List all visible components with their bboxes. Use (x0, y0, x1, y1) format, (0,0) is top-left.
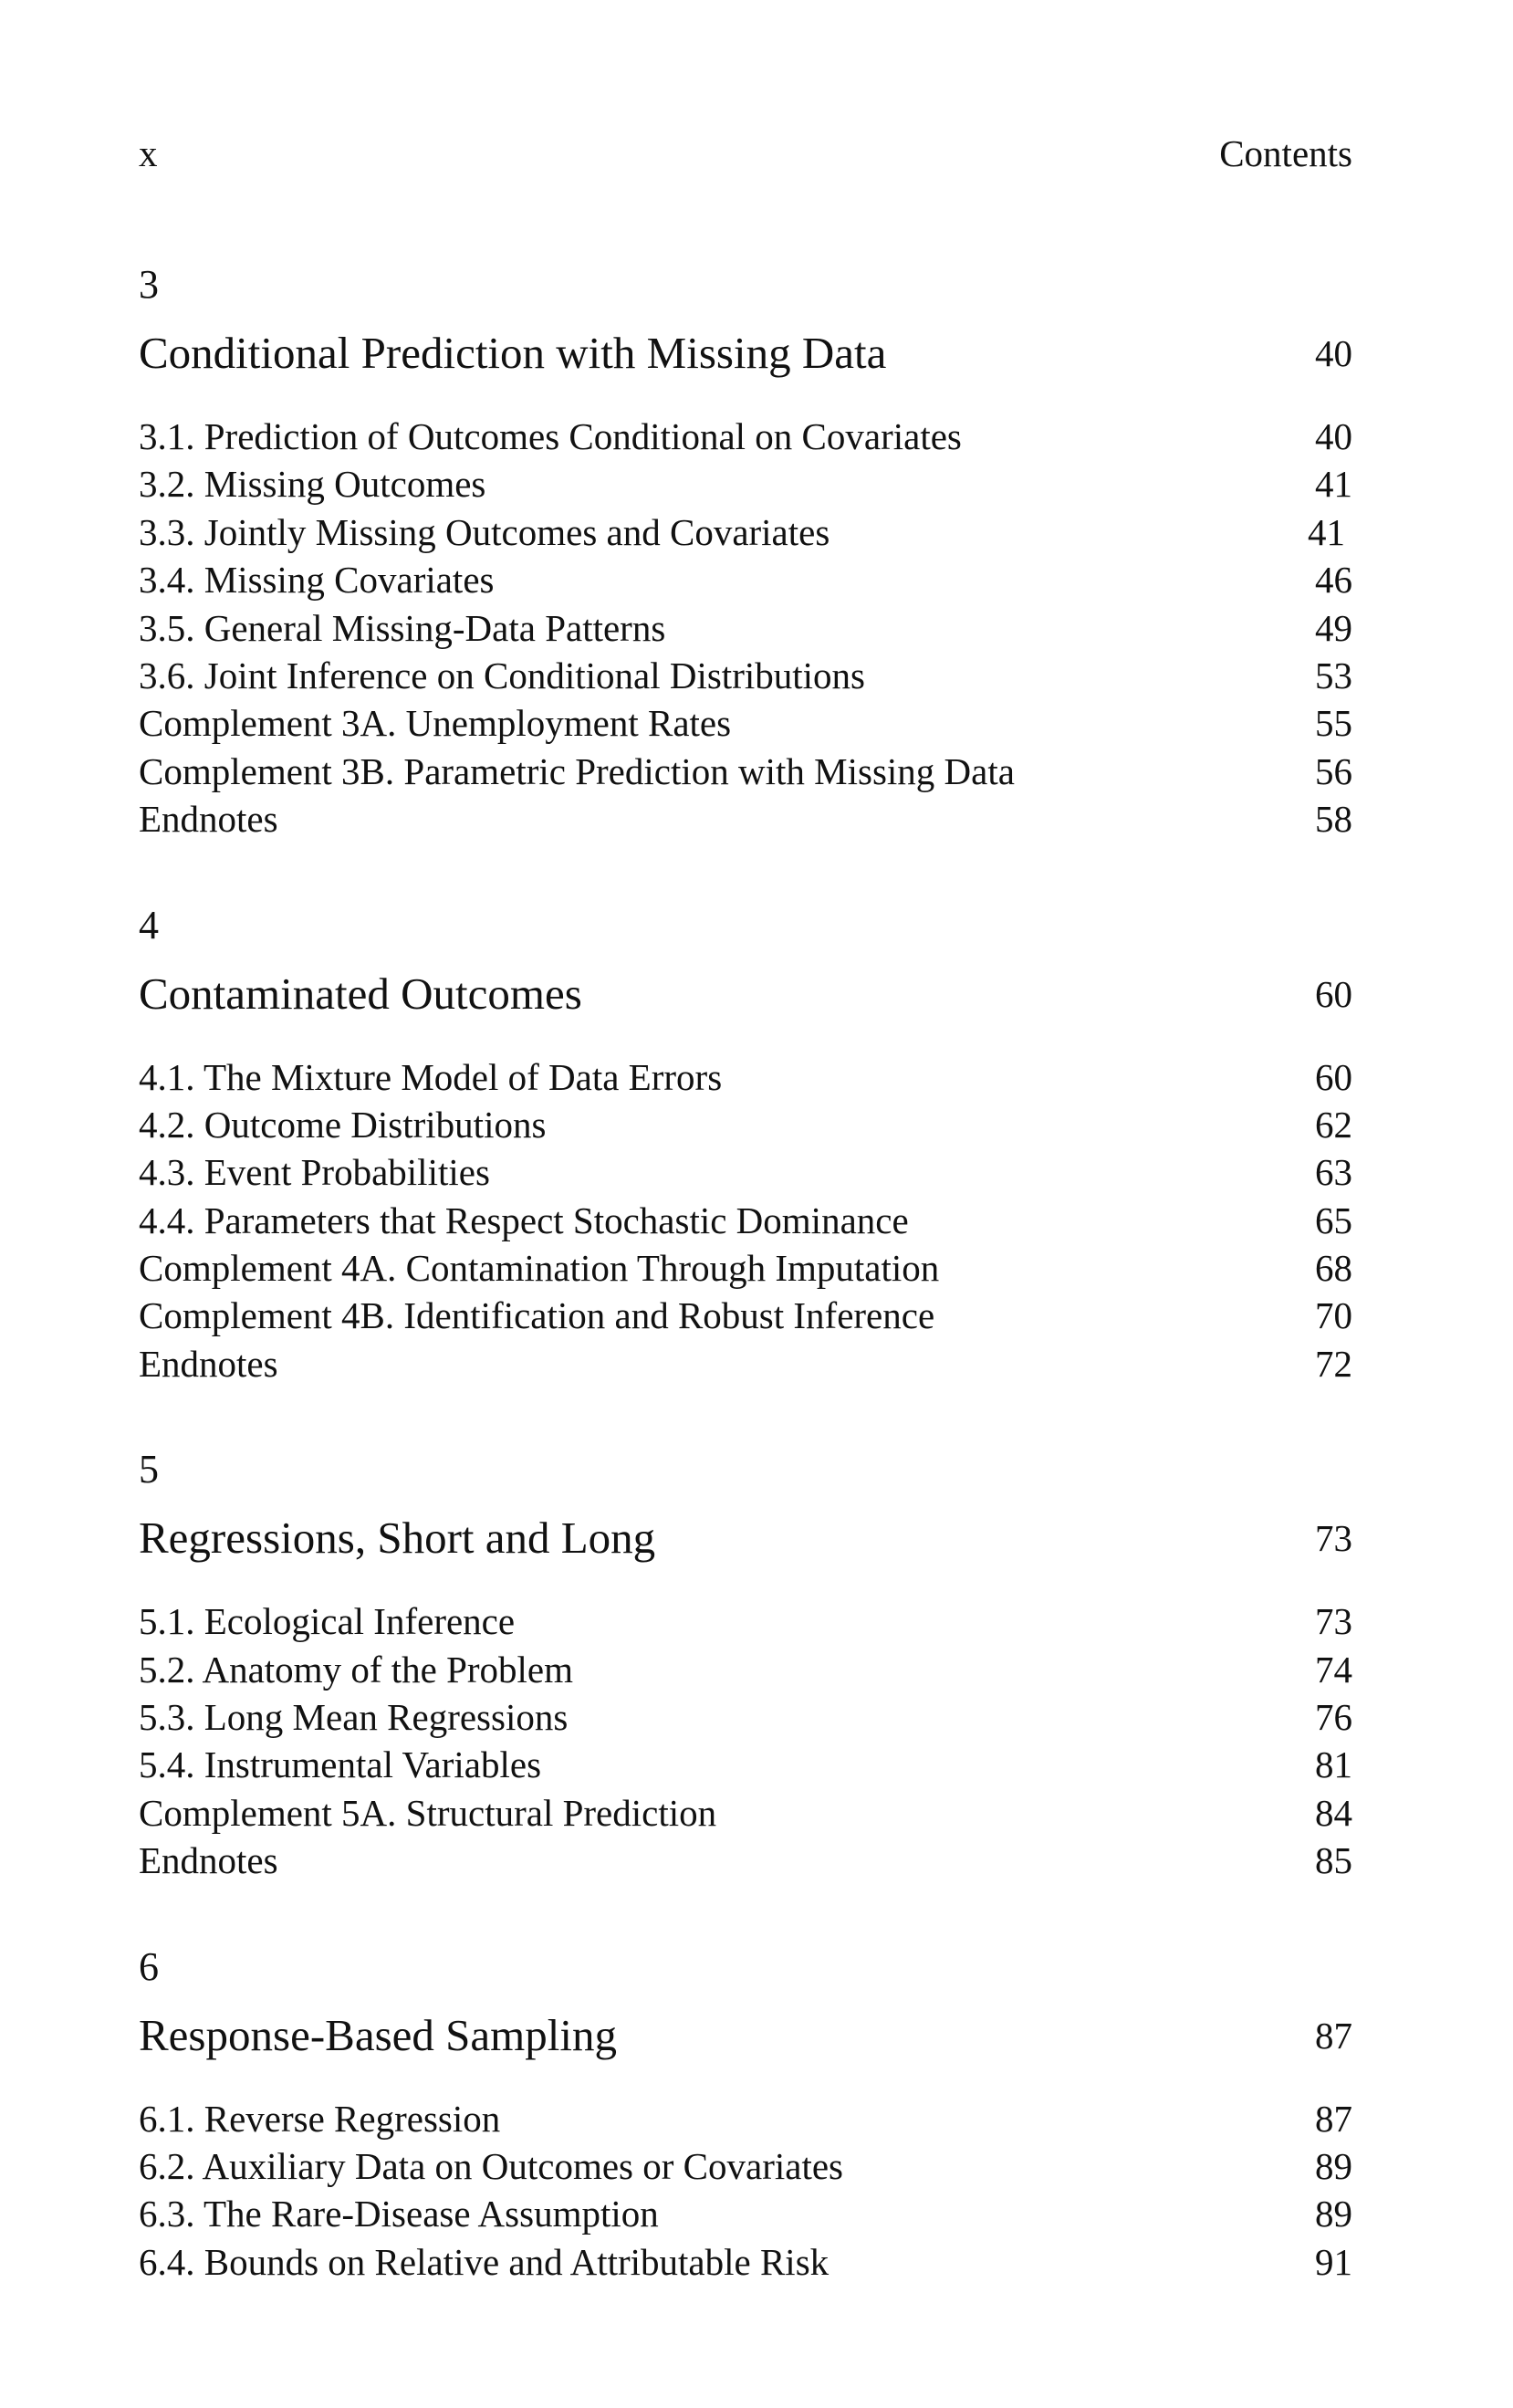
entry-page: 81 (1315, 1743, 1352, 1786)
entry-page: 49 (1315, 606, 1352, 649)
entry-title: Complement 3B. Parametric Prediction with Missing Data (139, 749, 1015, 792)
entry-page: 76 (1315, 1696, 1352, 1739)
entry-page: 41 (1315, 463, 1352, 506)
entry-title: Complement 4B. Identification and Robust Inference (139, 1294, 935, 1337)
entry-page: 40 (1315, 415, 1352, 457)
entry-page: 58 (1315, 798, 1352, 841)
toc-entry[interactable] (139, 1101, 1352, 1148)
chapter-title-row[interactable] (139, 1504, 1352, 1572)
entry-title: Endnotes (139, 798, 278, 841)
toc-entry[interactable] (139, 699, 1352, 747)
chapter-number: 5 (139, 1447, 159, 1492)
entry-title: Endnotes (139, 1342, 278, 1385)
entry-title: 4.2. Outcome Distributions (139, 1103, 547, 1146)
toc-entries (139, 2095, 1352, 2287)
entry-page: 55 (1315, 702, 1352, 745)
toc-entry[interactable] (139, 413, 1352, 460)
entry-title: 4.1. The Mixture Model of Data Errors (139, 1055, 723, 1098)
toc-entries (139, 1053, 1352, 1388)
toc-entry[interactable] (139, 1837, 1352, 1884)
entry-page: 56 (1315, 749, 1352, 792)
chapter-title: Conditional Prediction with Missing Data (139, 328, 887, 378)
entry-title: 4.4. Parameters that Respect Stochastic Dominance (139, 1199, 909, 1241)
entry-title: 6.2. Auxiliary Data on Outcomes or Covariates (139, 2144, 843, 2187)
entry-page: 87 (1315, 2097, 1352, 2140)
entry-title: 6.1. Reverse Regression (139, 2097, 501, 2140)
entry-title: 3.2. Missing Outcomes (139, 463, 486, 506)
toc-entry[interactable] (139, 1340, 1352, 1387)
toc-entry[interactable] (139, 1053, 1352, 1101)
entry-page: 91 (1315, 2240, 1352, 2283)
chapter-number: 3 (139, 262, 159, 307)
chapter-title: Response-Based Sampling (139, 2009, 617, 2060)
toc-entry[interactable] (139, 1741, 1352, 1788)
entry-page: 60 (1315, 1055, 1352, 1098)
toc-entry[interactable] (139, 2238, 1352, 2286)
entry-title: 5.4. Instrumental Variables (139, 1743, 542, 1786)
entry-title: 3.4. Missing Covariates (139, 559, 495, 602)
entry-page: 46 (1315, 559, 1352, 602)
entry-title: Complement 4A. Contamination Through Imputation (139, 1247, 940, 1290)
entry-title: 3.3. Jointly Missing Outcomes and Covariates (139, 510, 830, 553)
chapter-title: Contaminated Outcomes (139, 968, 582, 1019)
entry-title: Complement 3A. Unemployment Rates (139, 702, 732, 745)
chapter-page: 60 (1315, 972, 1352, 1015)
toc-entry[interactable] (139, 508, 1352, 556)
running-head (139, 128, 1352, 179)
toc-entry[interactable] (139, 652, 1352, 699)
toc-entries (139, 413, 1352, 843)
chapter-5 (139, 1444, 1352, 1884)
entry-title: 3.1. Prediction of Outcomes Conditional on Covariates (139, 415, 962, 457)
entry-page: 89 (1315, 2193, 1352, 2235)
entry-title: Complement 5A. Structural Prediction (139, 1791, 717, 1834)
entry-title: 6.4. Bounds on Relative and Attributable Risk (139, 2240, 830, 2283)
entry-title: 4.3. Event Probabilities (139, 1151, 490, 1194)
entry-page: 74 (1315, 1648, 1352, 1691)
chapter-page: 40 (1315, 332, 1352, 374)
entry-page: 89 (1315, 2144, 1352, 2187)
toc-entry[interactable] (139, 2190, 1352, 2237)
toc-entry[interactable] (139, 2142, 1352, 2190)
entry-title: 3.6. Joint Inference on Conditional Distributions (139, 654, 865, 696)
entry-page: 72 (1315, 1342, 1352, 1385)
entry-page: 70 (1315, 1294, 1352, 1337)
chapter-title-row[interactable] (139, 319, 1352, 387)
chapter-number: 4 (139, 902, 159, 947)
entry-title: 6.3. The Rare-Disease Assumption (139, 2193, 659, 2235)
entry-page: 53 (1315, 654, 1352, 696)
toc-entry[interactable] (139, 2095, 1352, 2142)
toc-entry[interactable] (139, 1646, 1352, 1693)
toc-entry[interactable] (139, 556, 1352, 603)
toc-entry[interactable] (139, 604, 1352, 652)
entry-title: 5.1. Ecological Inference (139, 1600, 516, 1643)
toc-entry[interactable] (139, 1597, 1352, 1645)
chapter-title-row[interactable] (139, 2002, 1352, 2069)
entry-title: 5.2. Anatomy of the Problem (139, 1648, 574, 1691)
toc-entry[interactable] (139, 748, 1352, 795)
toc-entry[interactable] (139, 1244, 1352, 1292)
entry-title: 5.3. Long Mean Regressions (139, 1696, 569, 1739)
entry-title: Endnotes (139, 1839, 278, 1882)
chapter-page: 73 (1315, 1517, 1352, 1560)
chapter-6 (139, 1942, 1352, 2287)
page-folio: x (139, 132, 158, 174)
chapter-4 (139, 900, 1352, 1388)
chapter-title-row[interactable] (139, 960, 1352, 1028)
entry-title: 3.5. General Missing-Data Patterns (139, 606, 666, 649)
entry-page: 63 (1315, 1151, 1352, 1194)
entry-page: 84 (1315, 1791, 1352, 1834)
toc-entry[interactable] (139, 795, 1352, 843)
chapter-title: Regressions, Short and Long (139, 1513, 656, 1564)
toc-entry[interactable] (139, 1292, 1352, 1339)
entry-page: 85 (1315, 1839, 1352, 1882)
chapter-3 (139, 259, 1352, 843)
chapter-page: 87 (1315, 2014, 1352, 2057)
toc-entry[interactable] (139, 1148, 1352, 1196)
toc-entry[interactable] (139, 1693, 1352, 1741)
toc-entry[interactable] (139, 460, 1352, 508)
entry-page: 65 (1315, 1199, 1352, 1241)
contents-page (139, 128, 1352, 2286)
toc-entry[interactable] (139, 1789, 1352, 1837)
chapter-number: 6 (139, 1943, 159, 1989)
entry-page: 73 (1315, 1600, 1352, 1643)
toc-entry[interactable] (139, 1197, 1352, 1244)
entry-page: 68 (1315, 1247, 1352, 1290)
entry-page: 62 (1315, 1103, 1352, 1146)
toc-entries (139, 1597, 1352, 1884)
entry-page: 41 (1308, 510, 1345, 553)
running-head-title: Contents (1219, 132, 1352, 174)
